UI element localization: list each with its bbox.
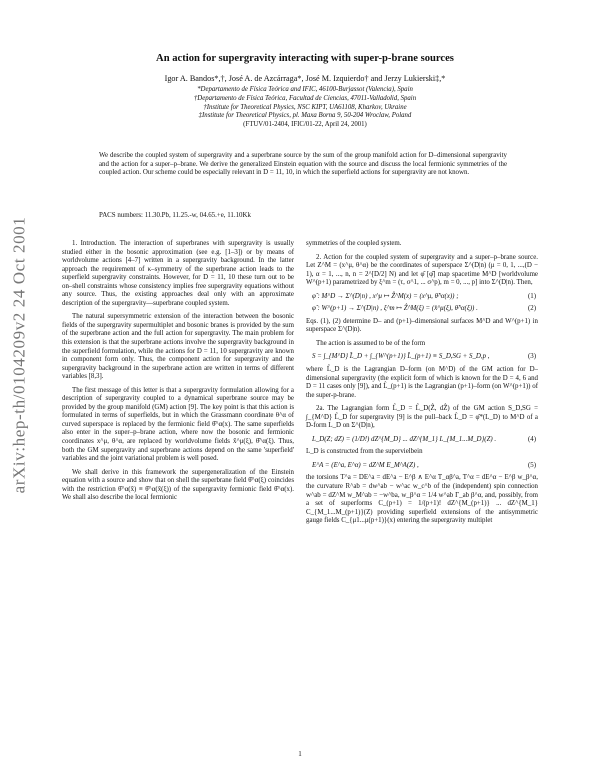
- paragraph-section-2: 2. Action for the coupled system of supergravity and a super–p–brane source. Let Z^M = (x^μ, θ^α) be the coordinates of superspace Σ^(D|n) (μ = 0, 1, ...,(D − 1), α = 1, ..., n, n = 2^[D/2] N) and let φ̂ [φ̂] map spacetime M^D [worldvolume W^(p+1) parametrized by ξ^m = (τ, σ^1, ... σ^p), m = 0, ..., p] into Σ^(D|n). Then,: [306, 253, 538, 287]
- equation-5-number: (5): [527, 461, 536, 469]
- equation-3-body: S = ∫_{M^D} L̂_D + ∫_{W^(p+1)} L̂_(p+1) ≡ S_D,SG + S_D,p ,: [312, 353, 490, 361]
- equation-1-number: (1): [527, 292, 536, 300]
- paragraph-lagrangian: where L̂_D is the Lagrangian D–form (on M^D) of the GM action for D–dimensional supergravity (the explicit form of which is known for the D = 4, 6 and D = 11 cases only [9]), and L̂_(p+1) is the Lagrangian (p+1)–form (on W^(p+1)) of the super-p-brane.: [306, 366, 538, 399]
- paragraph-surfaces: Eqs. (1), (2) determine D– and (p+1)–dimensional surfaces M^D and W^(p+1) in superspace Σ^(D|n).: [306, 317, 538, 334]
- equation-2-number: (2): [527, 305, 536, 313]
- pacs-numbers: PACS numbers: 11.30.Pb, 11.25.-w, 04.65.+e, 11.10Kk: [99, 212, 251, 219]
- equation-5-body: E^A = (E^a, E^α) = dZ^M E_M^A(Z) ,: [312, 461, 419, 469]
- paragraph-action-intro: The action is assumed to be of the form: [316, 339, 426, 347]
- affiliation-4: ‡Institute for Theoretical Physics, pl. Maxa Borna 9, 50-204 Wroclaw, Poland: [198, 112, 412, 120]
- arxiv-identifier: arXiv:hep-th/0104209v2 24 Oct 2001: [9, 216, 28, 494]
- paragraph-vielbein: L_D is constructed from the supervielbein: [306, 448, 423, 456]
- right-column: [306, 240, 538, 531]
- paragraph-section-2a: 2a. The Lagrangian form L̂_D = L̂_D(Ẑ, dẐ) of the GM action S_D,SG = ∫_{M^D} L̂_D for supergravity [9] is the pull–back L̂_D = φ̂*(L_D) to M^D of a D-form L_D on Σ^(D|n),: [306, 405, 538, 430]
- paragraph-torsion: the torsions T^a = DE^a = dE^a − E^β ∧ E^α T_αβ^a, T^α = dE^α − E^β w_β^α, the curvature R^ab = dw^ab − w^ac w_c^b of the (independent) spin connection w^ab = dZ^M w_M^ab = −w^ba, w_β^α = 1/4 w^ab Γ_ab β^α, and, possibly, from a set of superforms C_(p+1) = 1/(p+1)! dZ^{M_(p+1)} ... dZ^{M_1} C_{M_1...M_(p+1)}(Z) providing superfield extensions of the antisymmetric gauge fields C_{μ1...μ(p+1)}(x) entering the supergravity multiplet: [306, 474, 538, 525]
- author-list: Igor A. Bandos*,†, José A. de Azcárraga*, José M. Izquierdo† and Jerzy Lukierski‡,*: [164, 74, 446, 83]
- equation-3-number: (3): [527, 353, 536, 361]
- equation-2-body: φ̂ : W^(p+1) → Σ^(D|n) , ξ^m ↦ Ẑ^M(ξ) = (x̂^μ(ξ), θ̂^α(ξ)) .: [312, 305, 478, 313]
- paragraph-symmetries: symmetries of the coupled system.: [306, 240, 402, 247]
- report-code: (FTUV/01-2404, IFIC/01-22, April 24, 2001): [243, 121, 367, 129]
- affiliations: [70, 86, 540, 130]
- arxiv-stamp: [4, 120, 34, 590]
- equation-2: [306, 305, 538, 314]
- affiliation-3: †Institute for Theoretical Physics, NSC KIPT, UA61108, Kharkov, Ukraine: [203, 103, 407, 111]
- paragraph-extension: The natural supersymmetric extension of the interaction between the bosonic fields of the supergravity supermultiplet and bosonic branes is provided by the sum of the superbrane action and the full action for supergravity. The main problem for this extension is that the superbrane actions involve the supergravity background in the superfield formulation, while the actions for D = 11, 10 supergravity are known in component form only. Thus, the component action for supergravity and the supergravity background in the superbrane action are written in terms of different variables [8,3].: [62, 313, 294, 381]
- equation-1-body: φ̂ : M^D → Σ^(D|n) , x^μ ↦ Ẑ^M(x) = (x^μ, θ̂^α(x)) ;: [312, 292, 459, 300]
- page-number: 1: [298, 750, 302, 758]
- affiliation-2: †Departamento de Física Teórica, Facultad de Ciencias, 47011-Valladolid, Spain: [193, 94, 417, 102]
- paragraph-introduction: 1. Introduction. The interaction of superbranes with supergravity is usually studied either in the bosonic approximation (see e.g. [1–3]) or by means of worldvolume actions [4–7] written in a supergravity background. In the latter approach the requirement of κ–symmetry of the superbrane action leads to the superfield supergravity constraints. However, for D = 11, 10 these turn out to be on–shell constraints whose consistency implies free supergravity equations without any source. Thus, the existing approaches deal only with an approximate description of the supergravity—superbrane coupled system.: [62, 240, 294, 307]
- paragraph-framework: We shall derive in this framework the supergeneralization of the Einstein equation with a source and show that on shell the superbrane field θ̂^α(ξ) coincides with the restriction θ̂^α(x̂) ≡ θ̂^α(x̂(ξ)) of the supergravity fermionic field θ̂^α(x). We shall also describe the local fermionic: [62, 468, 294, 502]
- paragraph-first-message: The first message of this letter is that a supergravity formulation allowing for a description of supergravity coupled to a dynamical superbrane source may be provided by the group manifold (GM) action [9]. The key point is that this action is formulated in terms of superfields, but in which the Grassmann coordinate θ^α of curved superspace is replaced by the fermionic field θ̂^α(x). The same superfields also enter in the super–p–brane action, where now the bosonic and fermionic coordinates x^μ, θ^α, are replaced by worldvolume fields x̂^μ(ξ), θ̂^α(ξ). Thus, both the GM supergravity and superbrane actions depend on the same 'superfield' variables and the joint variational problem is well posed.: [62, 386, 294, 463]
- affiliation-1: *Departamento de Física Teórica and IFIC, 46100-Burjassot (Valencia), Spain: [197, 86, 413, 93]
- equation-4: [306, 436, 538, 445]
- equation-3: [306, 353, 538, 362]
- equation-5: [306, 462, 538, 471]
- abstract: We describe the coupled system of supergravity and a superbrane source by the sum of the group manifold action for D–dimensional supergravity and the action for a super–p–brane. We derive the generalized Einstein equation with the source and discuss the local fermionic symmetries of the coupled action. Our scheme could be especially relevant in D = 11, 10, in which the superfield actions for supergravity are not known.: [99, 152, 507, 177]
- equation-1: [306, 293, 538, 302]
- paper-title: An action for supergravity interacting with super-p-brane sources: [156, 53, 454, 64]
- left-column: [62, 240, 294, 508]
- equation-4-number: (4): [527, 435, 536, 443]
- equation-4-body: L_D(Z; dZ) = (1/D!) dZ^{M_D} ... dZ^{M_1} L_{M_1...M_D}(Z) .: [312, 435, 497, 443]
